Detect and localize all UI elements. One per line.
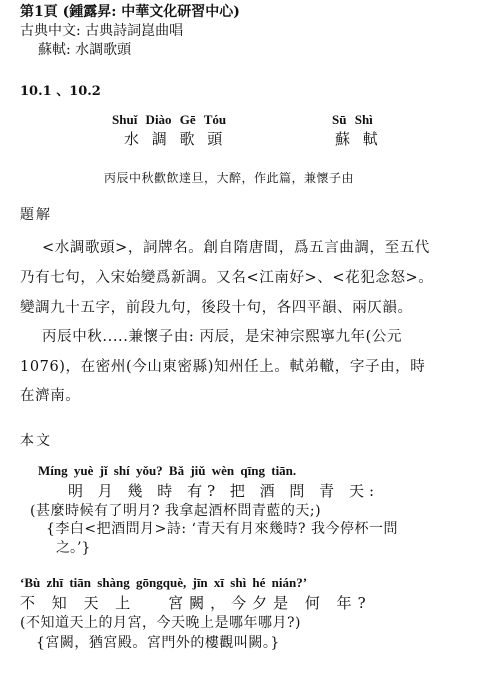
preface: 丙辰中秋歡飲達旦，大醉，作此篇，兼懷子由 (104, 171, 355, 185)
verse1-note-line1: {李白<把酒問月>詩: ‘青天有月來幾時? 我今停杯一問 (46, 521, 398, 537)
verse1-pinyin: Míng yuè jǐ shí yǒu? Bǎ jiǔ wèn qīng tiān. (38, 463, 297, 478)
explanation-line-1: <水調歌頭>，詞牌名。創自隋唐間，爲五言曲調，至五代 (42, 240, 430, 256)
page-header-line1: 第1頁 (鍾露昇: 中華文化研習中心) (20, 4, 240, 20)
verse1-translation: (甚麼時候有了明月? 我拿起酒杯問青藍的天;) (30, 503, 322, 519)
explanation-line-4: 丙辰中秋.....兼懷子由: 丙辰，是宋神宗熙寧九年(公元 (42, 329, 403, 345)
heading-benwen: 本文 (20, 433, 52, 449)
explanation-line-6: 在濟南。 (20, 388, 81, 404)
section-number: 10.1 、10.2 (20, 84, 101, 99)
author-chinese: 蘇 軾 (335, 130, 382, 148)
author-pinyin: Sū Shì (332, 112, 373, 127)
explanation-line-5: 1076)，在密州(今山東密縣)知州任上。軾弟轍，字子由，時 (20, 359, 426, 375)
heading-tijie: 題解 (20, 207, 52, 223)
verse1-chinese: 明 月 幾 時 有? 把 酒 問 青 天: (68, 482, 380, 500)
explanation-line-3: 變調九十五字，前段九句，後段十句，各四平韻、兩仄韻。 (20, 300, 413, 316)
title-chinese: 水 調 歌 頭 (124, 130, 227, 148)
page-header-line2: 古典中文: 古典詩詞崑曲唱 (20, 23, 184, 39)
verse2-chinese: 不 知 天 上 宮闕，今夕是 何 年? (20, 594, 372, 612)
verse2-note: {宮闕，猶宮殿。宮門外的樓觀叫闕。} (36, 635, 280, 651)
explanation-line-2: 乃有七句，入宋始變爲新調。又名<江南好>、<花犯念怒>。 (20, 270, 434, 286)
verse2-translation: (不知道天上的月宮，今天晚上是哪年哪月?) (20, 615, 301, 631)
title-pinyin: Shuǐ Diào Gē Tóu (112, 112, 227, 127)
verse1-note-line2: 之。’} (56, 540, 91, 556)
verse2-pinyin: ‘Bù zhī tiān shàng gōngquè, jīn xī shì hé nián?’ (20, 575, 308, 590)
page-header-line3: 蘇軾: 水調歌頭 (38, 42, 132, 58)
